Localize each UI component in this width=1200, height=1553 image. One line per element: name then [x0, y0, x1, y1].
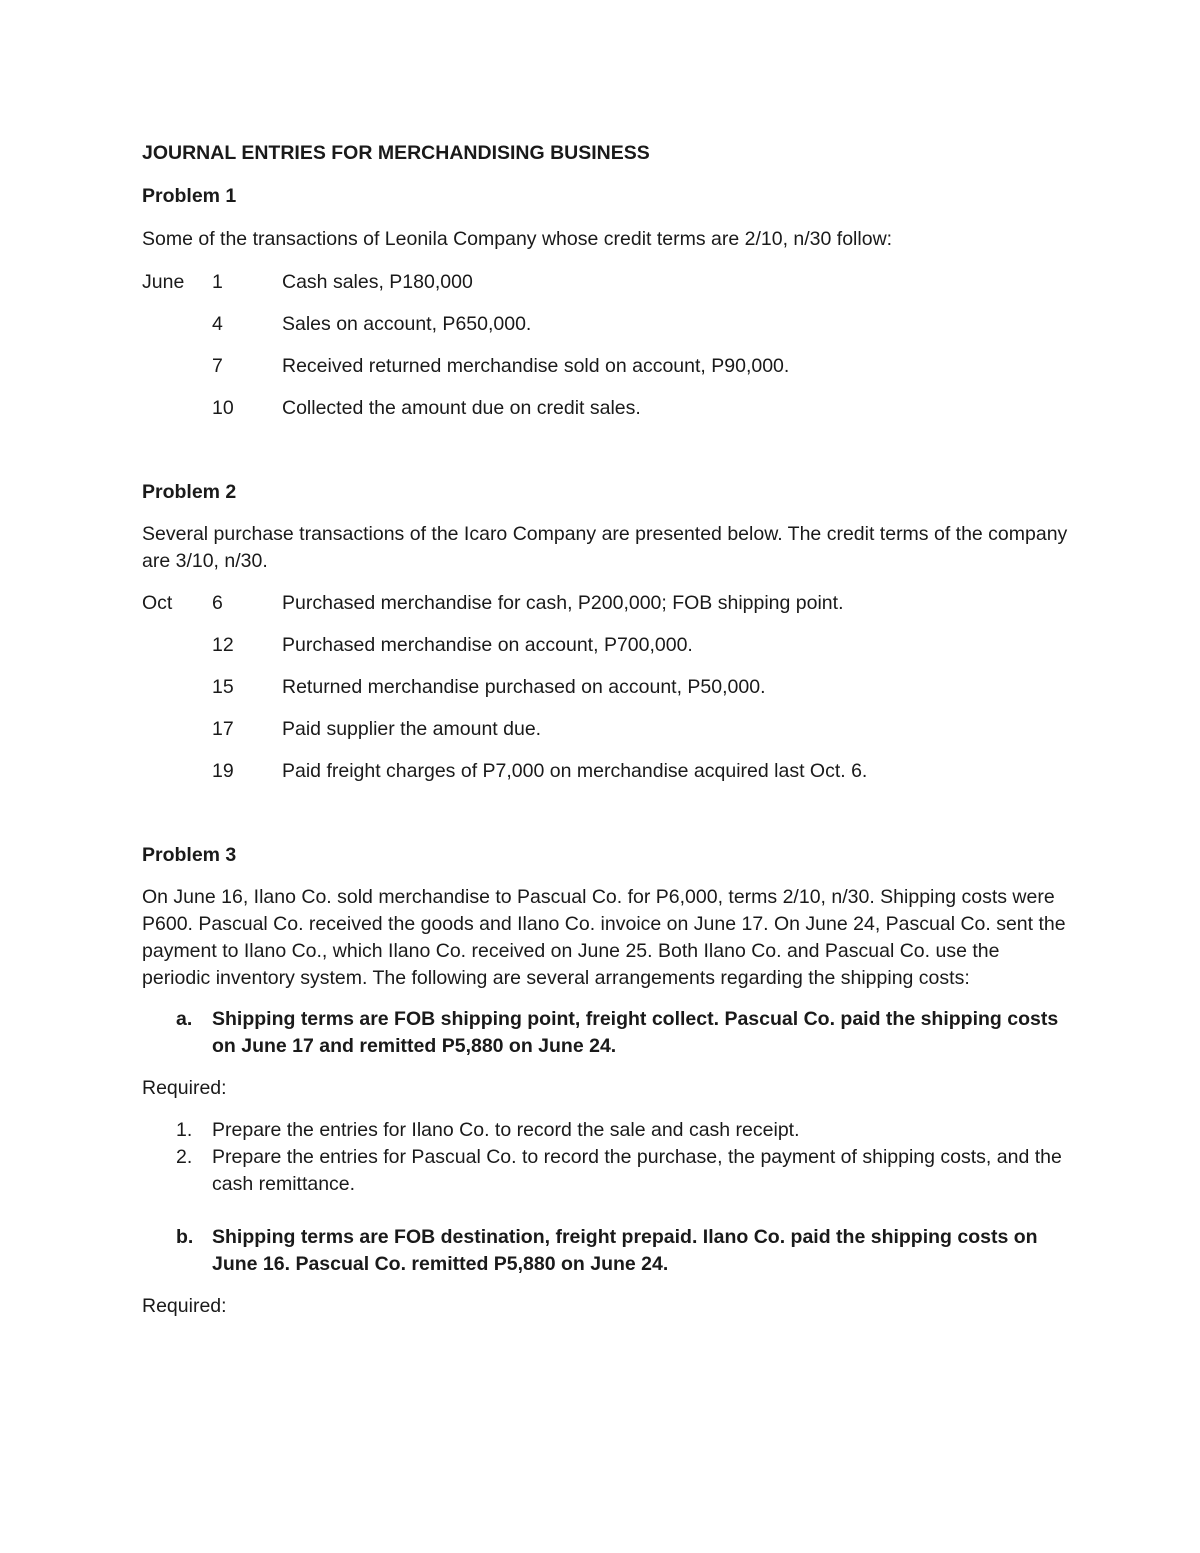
case-a [142, 1006, 1072, 1060]
tx-desc: Returned merchandise purchased on account, P50,000. [282, 676, 766, 698]
tx-day: 12 [212, 634, 234, 656]
transaction-row [142, 353, 1072, 379]
required-item [142, 1144, 1072, 1198]
tx-month [142, 353, 212, 379]
required-label-b: Required: [142, 1295, 227, 1317]
case-a-letter: a. [176, 1008, 193, 1030]
tx-day: 17 [212, 718, 234, 740]
tx-day: 1 [212, 271, 223, 293]
required-item [142, 1117, 1072, 1144]
tx-desc: Purchased merchandise on account, P700,000. [282, 634, 693, 656]
required-item-marker: 1. [176, 1119, 193, 1141]
tx-month: Oct [142, 592, 173, 614]
tx-desc: Received returned merchandise sold on account, P90,000. [282, 355, 790, 377]
required-item-text: Prepare the entries for Ilano Co. to record the sale and cash receipt. [212, 1119, 800, 1141]
required-list [142, 1117, 1072, 1198]
tx-desc: Purchased merchandise for cash, P200,000; FOB shipping point. [282, 592, 844, 614]
tx-day: 10 [212, 397, 234, 419]
problem-3-intro: On June 16, Ilano Co. sold merchandise to Pascual Co. for P6,000, terms 2/10, n/30. Shipping costs were P600. Pascual Co. received the goods and Ilano Co. invoice on June 17. On June 24, Pascual Co. sent the payment to Ilano Co., which Ilano Co. received on June 25. Both Ilano Co. and Pascual Co. use the periodic inventory system. The following are several arrangements regarding the shipping costs: [142, 886, 1066, 989]
required-label-a: Required: [142, 1077, 227, 1099]
tx-month [142, 716, 212, 742]
problem-2-title: Problem 2 [142, 481, 237, 503]
tx-day: 6 [212, 592, 223, 614]
problem-1-intro: Some of the transactions of Leonila Company whose credit terms are 2/10, n/30 follow: [142, 228, 893, 250]
tx-desc: Sales on account, P650,000. [282, 313, 532, 335]
tx-month [142, 632, 212, 658]
tx-desc: Collected the amount due on credit sales. [282, 397, 641, 419]
transaction-row [142, 269, 1072, 295]
required-item-text: Prepare the entries for Pascual Co. to record the purchase, the payment of shipping costs, and the cash remittance. [212, 1146, 1062, 1195]
tx-day: 4 [212, 313, 223, 335]
problem-2-intro: Several purchase transactions of the Icaro Company are presented below. The credit terms of the company are 3/10, n/30. [142, 523, 1068, 572]
tx-month [142, 674, 212, 700]
transaction-row [142, 716, 1072, 742]
case-b-text: Shipping terms are FOB destination, freight prepaid. Ilano Co. paid the shipping costs on June 16. Pascual Co. remitted P5,880 on June 24. [212, 1226, 1038, 1275]
tx-day: 7 [212, 355, 223, 377]
tx-day: 19 [212, 760, 234, 782]
document-page [142, 140, 1072, 1319]
problem-2-transactions [142, 590, 1072, 784]
transaction-row [142, 632, 1072, 658]
transaction-row [142, 311, 1072, 337]
transaction-row [142, 590, 1072, 616]
problem-3-title: Problem 3 [142, 844, 237, 866]
tx-day: 15 [212, 676, 234, 698]
case-b [142, 1224, 1072, 1278]
case-b-letter: b. [176, 1226, 194, 1248]
problem-1-title: Problem 1 [142, 185, 237, 207]
tx-month: June [142, 271, 185, 293]
document-title: JOURNAL ENTRIES FOR MERCHANDISING BUSINESS [142, 142, 650, 164]
case-a-text: Shipping terms are FOB shipping point, freight collect. Pascual Co. paid the shipping costs on June 17 and remitted P5,880 on June 24. [212, 1008, 1059, 1057]
transaction-row [142, 674, 1072, 700]
problem-1-transactions [142, 269, 1072, 421]
tx-month [142, 758, 212, 784]
transaction-row [142, 395, 1072, 421]
tx-month [142, 311, 212, 337]
tx-desc: Cash sales, P180,000 [282, 271, 473, 293]
tx-desc: Paid supplier the amount due. [282, 718, 542, 740]
required-item-marker: 2. [176, 1146, 193, 1168]
tx-desc: Paid freight charges of P7,000 on merchandise acquired last Oct. 6. [282, 760, 868, 782]
tx-month [142, 395, 212, 421]
transaction-row [142, 758, 1072, 784]
